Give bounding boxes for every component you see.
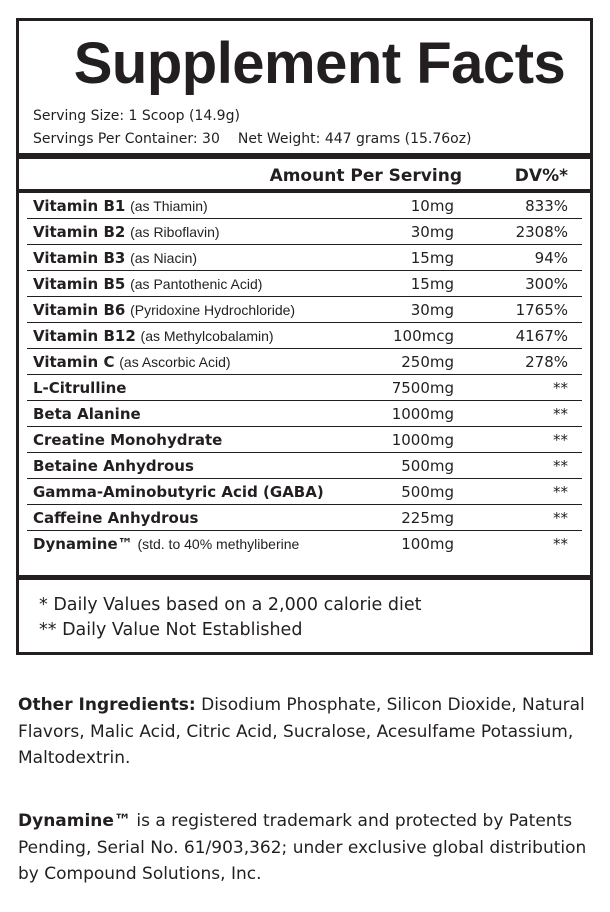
nutrient-amount: 30mg <box>410 301 454 319</box>
table-row <box>27 505 582 531</box>
nutrient-name-cell <box>33 353 231 371</box>
nutrient-name-cell <box>33 457 194 475</box>
nutrient-name: Vitamin C <box>33 353 115 371</box>
nutrient-amount: 10mg <box>410 197 454 215</box>
nutrient-amount: 15mg <box>410 249 454 267</box>
nutrient-dv: ** <box>553 535 568 553</box>
nutrient-name-cell <box>33 197 208 215</box>
nutrient-dv: ** <box>553 457 568 475</box>
table-row <box>27 193 582 219</box>
nutrient-dv: 94% <box>534 249 568 267</box>
table-row <box>27 453 582 479</box>
column-header-row <box>19 160 590 190</box>
nutrient-name: Caffeine Anhydrous <box>33 509 199 527</box>
nutrient-name: Betaine Anhydrous <box>33 457 194 475</box>
nutrient-name: Vitamin B12 <box>33 327 136 345</box>
nutrient-name-cell <box>33 301 295 319</box>
nutrient-amount: 30mg <box>410 223 454 241</box>
trademark-notice <box>18 808 593 888</box>
supplement-facts-panel <box>16 18 593 655</box>
footnote-not-established: ** Daily Value Not Established <box>39 620 303 640</box>
nutrient-dv: 4167% <box>515 327 568 345</box>
nutrient-name-cell <box>33 535 299 553</box>
serving-size: Serving Size: 1 Scoop (14.9g) <box>33 108 240 124</box>
other-ingredients <box>18 692 593 772</box>
nutrient-source: (as Thiamin) <box>130 198 208 214</box>
table-row <box>27 323 582 349</box>
nutrient-name-cell <box>33 431 222 449</box>
table-row <box>27 349 582 375</box>
nutrient-name-cell <box>33 327 274 345</box>
panel-title: Supplement Facts <box>73 31 566 96</box>
nutrient-dv: 2308% <box>515 223 568 241</box>
nutrient-dv: 278% <box>525 353 568 371</box>
table-row <box>27 375 582 401</box>
nutrient-name: L-Citrulline <box>33 379 127 397</box>
table-row <box>27 427 582 453</box>
nutrient-name-cell <box>33 275 262 293</box>
nutrient-source: (as Riboflavin) <box>130 224 220 240</box>
table-row <box>27 245 582 271</box>
amount-per-serving-header: Amount Per Serving <box>269 166 462 186</box>
nutrient-name: Vitamin B5 <box>33 275 126 293</box>
nutrient-dv: ** <box>553 431 568 449</box>
serving-info <box>33 105 472 151</box>
nutrient-name-cell <box>33 405 141 423</box>
footnote-daily-values: * Daily Values based on a 2,000 calorie diet <box>39 595 422 615</box>
nutrient-dv: ** <box>553 483 568 501</box>
nutrient-amount: 100mg <box>401 535 454 553</box>
nutrient-amount: 500mg <box>401 483 454 501</box>
net-weight: Net Weight: 447 grams (15.76oz) <box>237 131 472 147</box>
nutrient-amount: 7500mg <box>391 379 454 397</box>
nutrient-source: (as Methylcobalamin) <box>140 328 274 344</box>
nutrient-dv: ** <box>553 379 568 397</box>
other-ingredients-label: Other Ingredients: <box>18 695 196 715</box>
nutrient-name: Vitamin B6 <box>33 301 126 319</box>
table-row <box>27 297 582 323</box>
nutrient-name-cell <box>33 249 197 267</box>
servings-per-container: Servings Per Container: 30 <box>33 131 220 147</box>
other-ingredients-text: Disodium Phosphate, Silicon Dioxide, Natural Flavors, Malic Acid, Citric Acid, Sucralose, Acesulfame Potassium, Maltodextrin. <box>18 695 585 768</box>
footnotes <box>39 593 422 643</box>
nutrient-dv: 300% <box>525 275 568 293</box>
nutrient-dv: ** <box>553 405 568 423</box>
thick-divider <box>19 153 590 159</box>
nutrient-name-cell <box>33 379 126 397</box>
nutrient-amount: 1000mg <box>391 431 454 449</box>
table-row <box>27 271 582 297</box>
dv-header: DV%* <box>514 166 568 186</box>
nutrient-name: Vitamin B2 <box>33 223 126 241</box>
nutrient-name: Vitamin B3 <box>33 249 126 267</box>
nutrient-dv: 833% <box>525 197 568 215</box>
nutrient-source: (Pyridoxine Hydrochloride) <box>130 302 296 318</box>
table-row <box>27 479 582 505</box>
nutrient-name: Beta Alanine <box>33 405 141 423</box>
nutrient-amount: 1000mg <box>391 405 454 423</box>
nutrient-table <box>27 193 582 557</box>
nutrient-name-cell <box>33 223 220 241</box>
nutrient-source: (as Niacin) <box>130 250 198 266</box>
nutrient-source: (std. to 40% methyliberine <box>137 536 300 552</box>
servings-line <box>33 128 472 151</box>
table-row <box>27 531 582 557</box>
nutrient-source: (as Pantothenic Acid) <box>130 276 263 292</box>
nutrient-name: Gamma-Aminobutyric Acid (GABA) <box>33 483 324 501</box>
nutrient-amount: 225mg <box>401 509 454 527</box>
nutrient-name-cell <box>33 509 198 527</box>
nutrient-dv: ** <box>553 509 568 527</box>
nutrient-amount: 250mg <box>401 353 454 371</box>
table-row <box>27 219 582 245</box>
nutrient-amount: 15mg <box>410 275 454 293</box>
trademark-text: is a registered trademark and protected by Patents Pending, Serial No. 61/903,362; under exclusive global distribution by Compound Solutions, Inc. <box>18 811 587 884</box>
nutrient-name: Dynamine™ <box>33 535 133 553</box>
bottom-divider <box>19 575 590 580</box>
nutrient-amount: 500mg <box>401 457 454 475</box>
nutrient-amount: 100mcg <box>392 327 454 345</box>
nutrient-name-cell <box>33 483 324 501</box>
nutrient-name: Creatine Monohydrate <box>33 431 223 449</box>
nutrient-name: Vitamin B1 <box>33 197 126 215</box>
table-row <box>27 401 582 427</box>
trademark-label: Dynamine™ <box>18 811 131 831</box>
nutrient-dv: 1765% <box>515 301 568 319</box>
nutrient-source: (as Ascorbic Acid) <box>119 354 231 370</box>
